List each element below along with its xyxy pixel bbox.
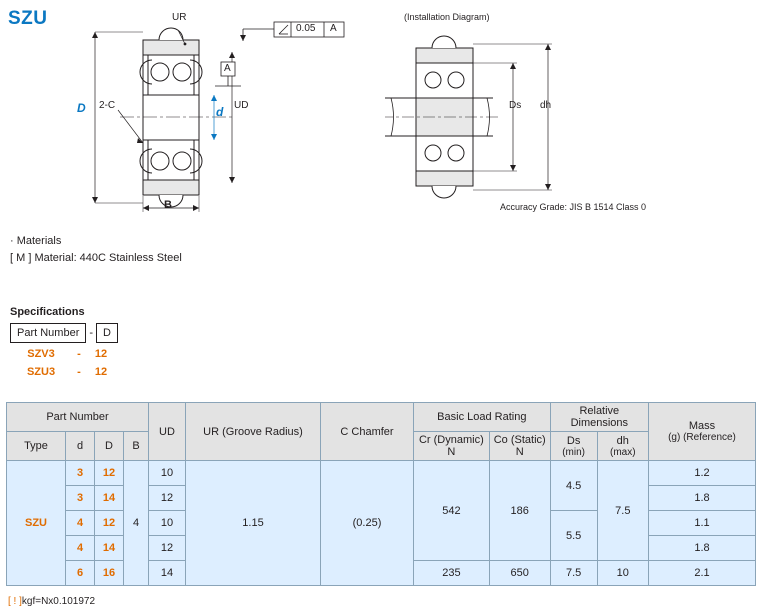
th-part-number: Part Number	[7, 403, 149, 432]
part-number-builder-table	[10, 323, 118, 343]
cell-mass-4: 1.8	[649, 536, 756, 561]
cell-cr-top: 542	[414, 461, 490, 561]
label-dh: dh	[540, 100, 552, 111]
cell-UD-1: 10	[149, 461, 186, 486]
materials-heading: · Materials	[10, 235, 62, 247]
label-tolerance-value: 0.05	[296, 23, 316, 34]
label-datum-a-flag: A	[224, 63, 231, 74]
cell-ds-2: 5.5	[550, 511, 597, 561]
materials-line-1: [ M ] Material: 440C Stainless Steel	[10, 252, 182, 264]
th-type: Type	[7, 432, 66, 461]
cell-ds-1: 4.5	[550, 461, 597, 511]
materials-block	[10, 233, 182, 267]
th-ds-sub: (min)	[562, 446, 585, 458]
cell-C: (0.25)	[321, 461, 414, 586]
installation-diagram-caption: (Installation Diagram)	[404, 12, 490, 22]
table-row	[7, 461, 756, 486]
installation-diagram-drawing	[385, 18, 635, 228]
cell-UR: 1.15	[186, 461, 321, 586]
cell-mass-2: 1.8	[649, 486, 756, 511]
cell-ds-3: 7.5	[550, 561, 597, 586]
cell-dh-bottom: 10	[597, 561, 648, 586]
list-item	[10, 348, 150, 362]
cell-d-2: 3	[66, 486, 95, 511]
specifications-table	[6, 402, 756, 586]
cell-mass-3: 1.1	[649, 511, 756, 536]
cell-co-top: 186	[489, 461, 550, 561]
table-row	[7, 403, 756, 432]
cell-type: SZU	[7, 461, 66, 586]
cell-D-4: 14	[95, 536, 124, 561]
th-dh	[597, 432, 648, 461]
cell-D-5: 16	[95, 561, 124, 586]
cell-mass-1: 1.2	[649, 461, 756, 486]
th-relative-dimensions: Relative Dimensions	[550, 403, 648, 432]
label-bore-diameter-d: d	[216, 105, 224, 119]
th-basic-load-rating: Basic Load Rating	[414, 403, 551, 432]
builder-d-cell: D	[97, 324, 118, 343]
label-ud: UD	[234, 100, 249, 111]
table-row	[11, 324, 118, 343]
th-b: B	[124, 432, 149, 461]
th-cr: Cr (Dynamic) N	[414, 432, 490, 461]
cell-d-5: 6	[66, 561, 95, 586]
code-d-2: 12	[94, 366, 108, 378]
code-name-2: SZU3	[26, 366, 56, 378]
cell-UD-4: 12	[149, 536, 186, 561]
code-dash-1: -	[77, 348, 81, 360]
technical-drawing	[0, 0, 768, 225]
label-b: B	[164, 199, 172, 211]
cell-D-2: 14	[95, 486, 124, 511]
specifications-heading: Specifications	[10, 306, 85, 318]
table-body	[7, 461, 756, 586]
footnote	[8, 596, 95, 607]
builder-part-number-cell: Part Number	[11, 324, 86, 343]
cell-d-4: 4	[66, 536, 95, 561]
th-mass	[649, 403, 756, 461]
th-c-chamfer: C Chamfer	[321, 403, 414, 461]
list-item	[10, 366, 150, 380]
code-d-1: 12	[94, 348, 108, 360]
label-2c: 2-C	[99, 100, 116, 111]
cell-D-3: 12	[95, 511, 124, 536]
cell-UD-3: 10	[149, 511, 186, 536]
cell-d-1: 3	[66, 461, 95, 486]
cell-UD-2: 12	[149, 486, 186, 511]
cell-D-1: 12	[95, 461, 124, 486]
accuracy-grade-note: Accuracy Grade: JIS B 1514 Class 0	[500, 202, 647, 212]
th-mass-main: Mass	[688, 420, 716, 432]
th-ud: UD	[149, 403, 186, 461]
th-ds	[550, 432, 597, 461]
th-ur: UR (Groove Radius)	[186, 403, 321, 461]
label-datum-a-reference: A	[330, 23, 337, 34]
page-title: SZU	[8, 8, 48, 29]
th-mass-sub: (g) (Reference)	[668, 432, 736, 443]
part-number-builder	[10, 323, 118, 343]
cell-B: 4	[124, 461, 149, 586]
th-d-big: D	[95, 432, 124, 461]
th-dh-sub: (max)	[610, 446, 636, 458]
th-co: Co (Static) N	[489, 432, 550, 461]
cell-cr-bottom: 235	[414, 561, 490, 586]
bearing-cross-section-drawing	[0, 0, 400, 225]
table-header	[7, 403, 756, 461]
label-ur: UR	[172, 12, 187, 23]
th-dh-main: dh	[616, 434, 629, 447]
cell-dh-top: 7.5	[597, 461, 648, 561]
code-name-1: SZV3	[27, 348, 55, 360]
label-outer-diameter-d: D	[77, 101, 86, 115]
th-ds-main: Ds	[566, 434, 581, 447]
th-d-small: d	[66, 432, 95, 461]
label-ds: Ds	[509, 100, 522, 111]
cell-co-bottom: 650	[489, 561, 550, 586]
footnote-text: kgf=Nx0.101972	[21, 596, 96, 607]
builder-dash-cell: -	[89, 327, 94, 339]
cell-UD-5: 14	[149, 561, 186, 586]
code-dash-2: -	[77, 366, 81, 378]
footnote-marker: [ ! ]	[8, 596, 22, 607]
cell-mass-5: 2.1	[649, 561, 756, 586]
cell-d-3: 4	[66, 511, 95, 536]
specifications-table-wrapper	[6, 402, 756, 586]
